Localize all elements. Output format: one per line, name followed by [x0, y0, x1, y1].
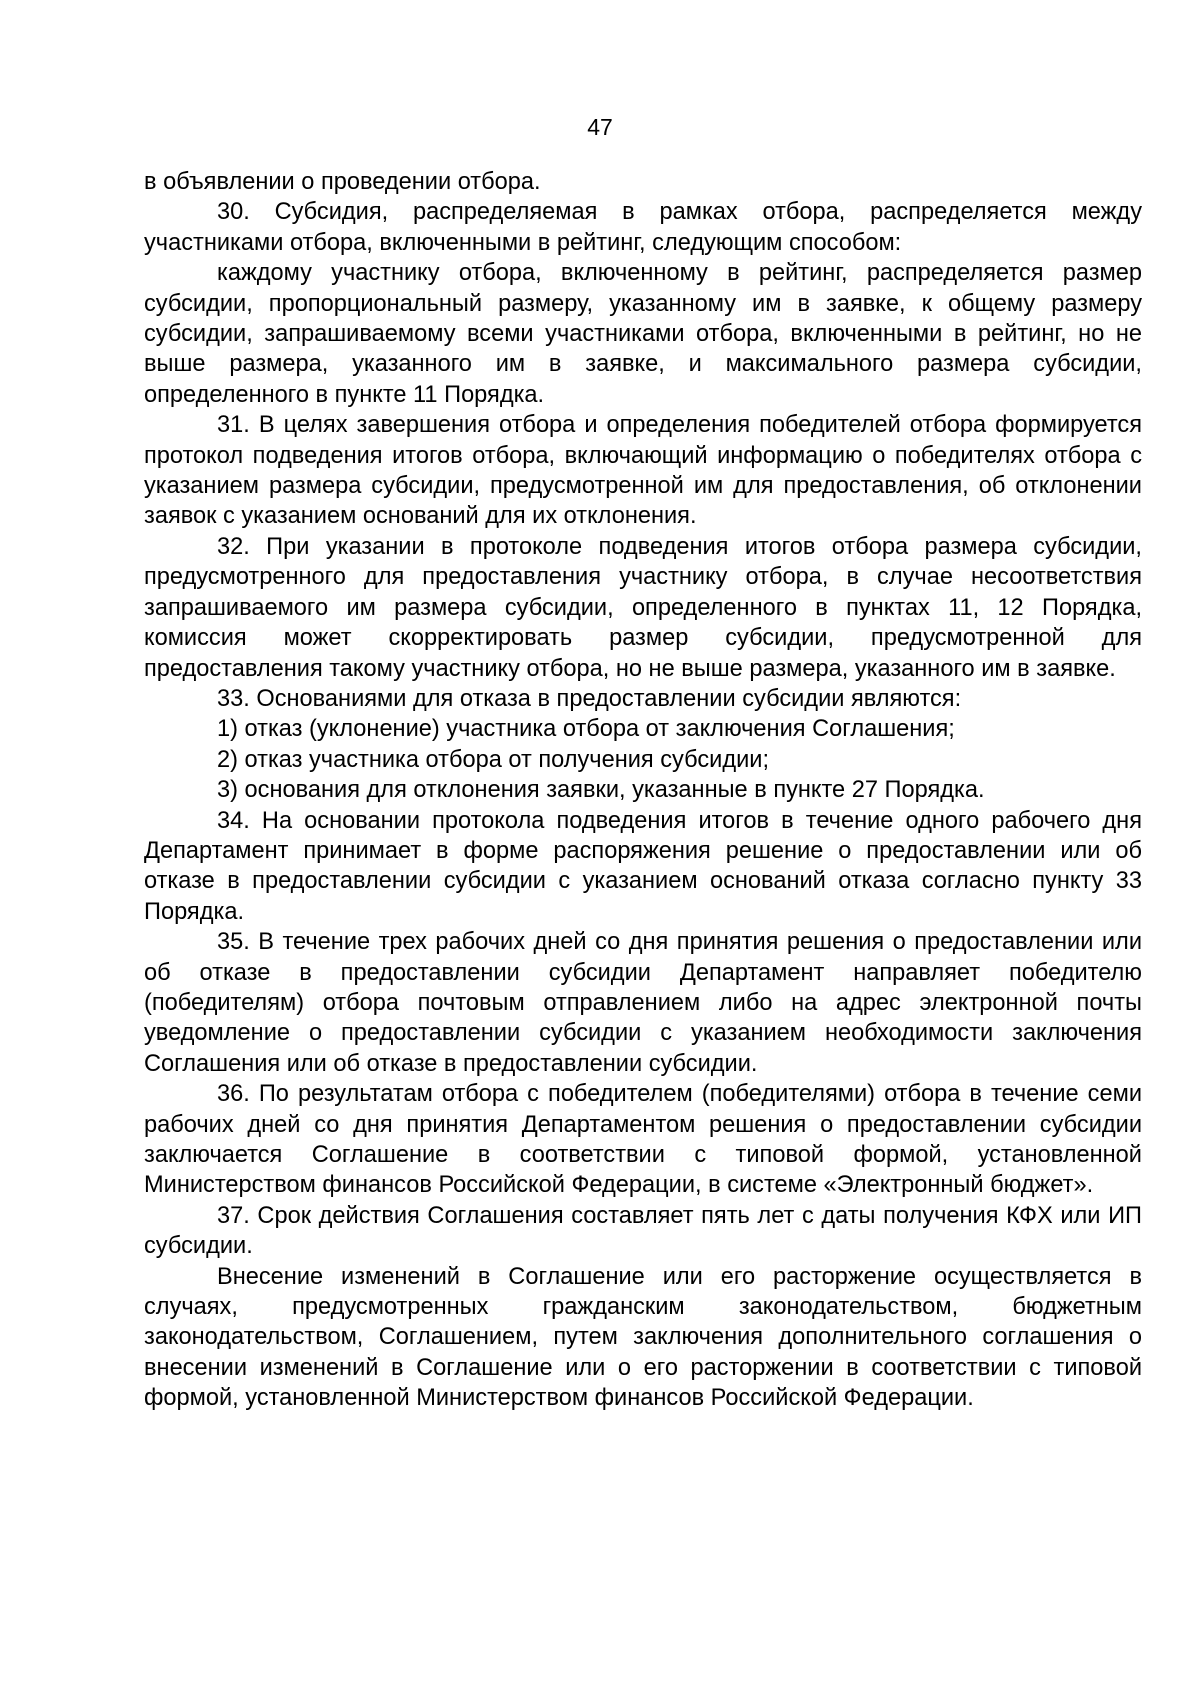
paragraph-subitem-3: 3) основания для отклонения заявки, указанные в пункте 27 Порядка. [217, 777, 985, 804]
paragraph-item-32: 32. При указании в протоколе подведения итогов отбора размера субсидии, предусмотренного для предоставления участнику отбора, в случае несоответствия запрашиваемого им размера субсидии, определенного в пунктах 11, 12 Порядка, комиссия может скорректировать размер субсидии, предусмотренной для предоставления такому участнику отбора, но не выше размера, указанного им в заявке. [144, 533, 1142, 682]
paragraph-item-34: 34. На основании протокола подведения итогов в течение одного рабочего дня Департамент принимает в форме распоряжения решение о предоставлении или об отказе в предоставлении субсидии с указанием оснований отказа согласно пункту 33 Порядка. [144, 807, 1142, 925]
paragraph-item-35: 35. В течение трех рабочих дней со дня принятия решения о предоставлении или об отказе в предоставлении субсидии Департамент направляет победителю (победителям) отбора почтовым отправлением либо на адрес электронной почты уведомление о предоставлении субсидии с указанием необходимости заключения Соглашения или об отказе в предоставлении субсидии. [144, 929, 1142, 1077]
paragraph-distribution-method: каждому участнику отбора, включенному в рейтинг, распределяется размер субсидии, пропорциональный размеру, указанному им в заявке, к общему размеру субсидии, запрашиваемому всеми участниками отбора, включенными в рейтинг, но не выше размера, указанного им в заявке, и максимального размера субсидии, определенного в пункте 11 Порядка. [144, 260, 1142, 408]
page-number: 47 [587, 114, 613, 140]
paragraph-subitem-2: 2) отказ участника отбора от получения субсидии; [217, 746, 770, 773]
paragraph-subitem-1: 1) отказ (уклонение) участника отбора от заключения Соглашения; [217, 716, 955, 743]
paragraph-item-30: 30. Субсидия, распределяемая в рамках отбора, распределяется между участниками отбора, включенными в рейтинг, следующим способом: [144, 199, 1142, 256]
paragraph-item-36: 36. По результатам отбора с победителем (победителями) отбора в течение семи рабочих дней со дня принятия Департаментом решения о предоставлении субсидии заключается Соглашение в соответствии с типовой формой, установленной Министерством финансов Российской Федерации, в системе «Электронный бюджет». [144, 1081, 1142, 1199]
paragraph-item-33: 33. Основаниями для отказа в предоставлении субсидии являются: [217, 685, 962, 712]
paragraph-continuation: в объявлении о проведении отбора. [144, 169, 541, 195]
paragraph-item-37: 37. Срок действия Соглашения составляет пять лет с даты получения КФХ или ИП субсидии. [144, 1202, 1142, 1260]
paragraph-item-31: 31. В целях завершения отбора и определения победителей отбора формируется протокол подведения итогов отбора, включающий информацию о победителях отбора с указанием размера субсидии, предусмотренной им для предоставления, об отклонении заявок с указанием оснований для их отклонения. [144, 412, 1142, 530]
paragraph-amendments: Внесение изменений в Соглашение или его расторжение осуществляется в случаях, предусмотренных гражданским законодательством, бюджетным законодательством, Соглашением, путем заключения дополнительного соглашения о внесении изменений в Соглашение или о его расторжении в соответствии с типовой формой, установленной Министерством финансов Российской Федерации. [144, 1263, 1142, 1412]
document-body [144, 167, 1142, 1414]
